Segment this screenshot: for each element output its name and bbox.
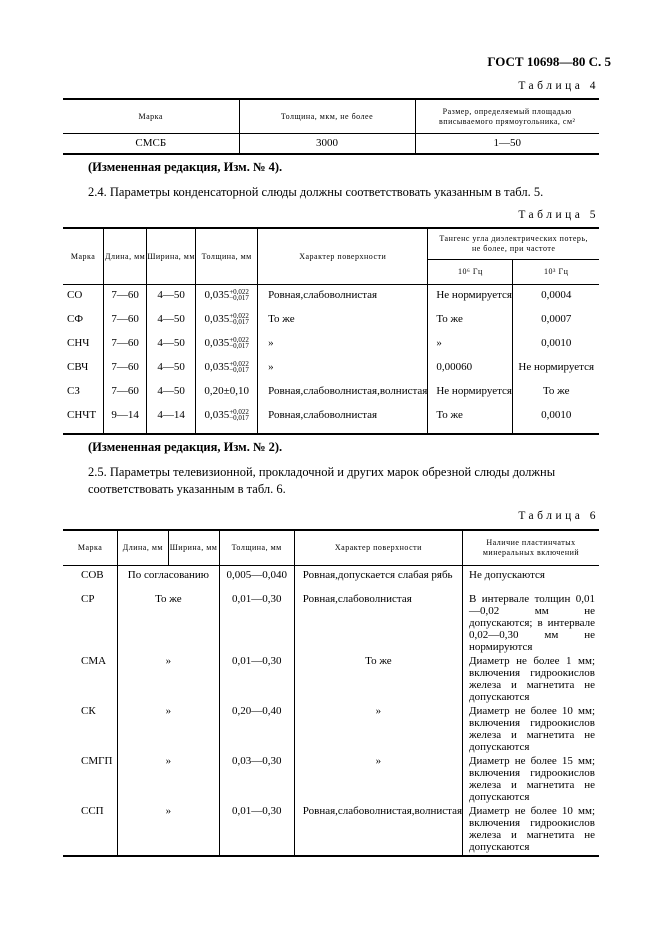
table5-col-width: Ширина, мм [146,228,195,285]
tolerance-label [229,313,249,325]
table5-row [63,285,599,314]
table6-cell-thickness [219,566,294,592]
table5-cell-length [104,361,147,385]
table5-cell-mark [63,409,104,434]
table6-caption: Таблица 6 [518,510,599,522]
table6-cell-surface-text: Ровная,допускается слабая рябь [302,569,453,581]
table5-row [63,409,599,434]
table6-cell-mark-text: СОВ [81,569,104,581]
table6-cell-surface [294,653,462,703]
table5-cell-length-text: 7—60 [111,289,139,301]
table5-cell-mark-text: СФ [67,313,84,325]
table6-cell-inclusions [463,653,599,703]
table6-cell-surface-text: Ровная,слабоволнистая [302,593,412,605]
table5-col-surface: Характер поверхности [258,228,428,285]
table5-cell-length-text: 7—60 [111,313,139,325]
table5-cell-surface-text: » [268,337,274,349]
table6-cell-thickness [219,753,294,803]
tolerance-lower: −0,017 [229,366,249,375]
table6-cell-size [118,591,219,653]
table6-cell-size-text: » [165,705,172,717]
table5-cell-freq-1-text: » [436,337,442,349]
table6-cell-surface-text: То же [365,655,392,667]
table6-cell-mark-text: СМГП [81,755,113,767]
table6-cell-mark [63,566,118,592]
table5-cell-mark [63,313,104,337]
table4-col-size: Размер, определяемый площадью вписываемого прямоугольника, см² [415,99,599,134]
table6-cell-size-text: » [165,805,172,817]
table5-cell-thickness [196,361,258,385]
table5-cell-surface [258,285,428,314]
table5-cell-thickness [196,313,258,337]
table5-cell-freq-2 [513,385,599,409]
tolerance-upper: +0,022 [229,360,249,369]
table5-cell-thickness-text: 0,035 [204,313,230,325]
table6-cell-inclusions [463,753,599,803]
paragraph-2-5: 2.5. Параметры телевизионной, прокладочной и других марок обрезной слюды должны соответствовать указанным в табл. 6. [88,465,556,496]
table6-cell-mark [63,591,118,653]
table4-caption: Таблица 4 [518,80,599,92]
table5-row [63,337,599,361]
table5-cell-thickness-text: 0,035 [204,409,230,421]
table5-cell-freq-1-text: Не нормируется [436,289,512,301]
table5-cell-freq-2-text: То же [542,385,570,397]
table6-cell-inclusions-text: В интервале толщин 0,01—0,02 мм не допускаются; в интервале 0,02—0,30 мм не нормируются [469,593,595,653]
table5-cell-freq-2-text: 0,0004 [541,289,572,301]
table5-cell-freq-2-text: 0,0007 [541,313,572,325]
table6-cell-inclusions-text: Диаметр не более 15 мм; включения гидроокислов железа и магнетита не допускаются [469,755,595,803]
table4-col-mark: Марка [63,99,239,134]
table5-cell-freq-2 [513,313,599,337]
table5-cell-mark-text: СО [67,289,83,301]
table5-cell-surface [258,409,428,434]
table6-cell-mark-text: СР [81,593,95,605]
table5-cell-mark-text: СНЧ [67,337,90,349]
table5-cell-freq-1 [428,361,513,385]
table5-cell-width-text: 4—50 [157,385,185,397]
table6-row [63,566,599,592]
table5-cell-mark [63,285,104,314]
table5-cell-freq-1-text: 0,00060 [436,361,473,373]
table4 [63,98,599,155]
table5-cell-freq-1 [428,409,513,434]
table6-col-length: Длина, мм [118,530,168,566]
table5-cell-width-text: 4—50 [157,361,185,373]
table6-cell-surface-text: » [375,705,382,717]
table6-row [63,703,599,753]
table6-cell-size-text: » [165,655,172,667]
table5-cell-freq-2 [513,337,599,361]
table6-cell-surface-text: Ровная,слабоволнистая,волнистая [302,805,463,817]
page-header: ГОСТ 10698—80 С. 5 [487,54,611,69]
table5-cell-width-text: 4—50 [157,313,185,325]
tolerance-label [229,337,249,349]
table5-cell-width [146,313,195,337]
tolerance-upper: +0,022 [229,336,249,345]
tolerance-label [229,409,249,421]
table6-cell-size-text: » [165,755,172,767]
table5-cell-length-text: 7—60 [111,337,139,349]
table5-col-mark: Марка [63,228,104,285]
table6-col-surface: Характер поверхности [294,530,462,566]
table5-cell-surface-text: Ровная,слабоволнистая [268,289,378,301]
table5-col-length: Длина, мм [104,228,147,285]
table6-cell-inclusions-text: Диаметр не более 1 мм; включения гидроокислов железа и магнетита не допускаются [469,655,595,703]
table5-cell-surface [258,337,428,361]
table5-cell-freq-1 [428,313,513,337]
table5-cell-thickness [196,409,258,434]
table5-col-thickness: Толщина, мм [196,228,258,285]
tolerance-upper: +0,022 [229,288,249,297]
table5-cell-mark-text: СЗ [67,385,80,397]
table6-cell-thickness [219,703,294,753]
table6-cell-inclusions [463,566,599,592]
table5-cell-surface [258,385,428,409]
table6-cell-size [118,653,219,703]
table6-row [63,753,599,803]
table5-cell-length [104,409,147,434]
tolerance-upper: +0,022 [229,408,249,417]
table6-col-mark: Марка [63,530,118,566]
table5-cell-length [104,313,147,337]
table6-col-width: Ширина, мм [168,530,219,566]
table6-cell-surface [294,803,462,856]
table5-cell-freq-1-text: То же [436,313,463,325]
table5-cell-width-text: 4—14 [157,409,185,421]
table6-cell-mark-text: СМА [81,655,107,667]
table5-cell-thickness [196,337,258,361]
table6-cell-mark-text: ССП [81,805,104,817]
table6-cell-size [118,803,219,856]
table6-cell-surface [294,591,462,653]
table5-col-freq-1: 10⁶ Гц [428,260,513,285]
table5-cell-width [146,361,195,385]
table6-cell-surface [294,566,462,592]
table6-cell-size [118,753,219,803]
table5-cell-length-text: 7—60 [111,361,139,373]
table5-col-freq-2: 10³ Гц [513,260,599,285]
table6-cell-mark [63,703,118,753]
table6-cell-surface [294,703,462,753]
table5-cell-length [104,337,147,361]
table5-cell-mark [63,385,104,409]
table6-cell-size [118,566,219,592]
table5-cell-freq-2 [513,285,599,314]
table6-cell-mark [63,753,118,803]
table5-cell-freq-1 [428,385,513,409]
tolerance-lower: −0,017 [229,318,249,327]
table5-cell-freq-1 [428,285,513,314]
table6-cell-inclusions [463,803,599,856]
table6-cell-thickness [219,803,294,856]
table6-cell-thickness-text: 0,01—0,30 [231,655,282,667]
table6-cell-thickness-text: 0,01—0,30 [231,593,282,605]
table4-cell-thickness: 3000 [239,134,415,155]
table5-row [63,313,599,337]
table5-col-tangent: Тангенс угла диэлектрических потерь, не более, при частоте [428,228,599,260]
table6-cell-mark-text: СК [81,705,96,717]
table5-cell-mark [63,337,104,361]
table5-row [63,385,599,409]
table6-cell-thickness-text: 0,01—0,30 [231,805,282,817]
tolerance-lower: −0,017 [229,294,249,303]
table5-cell-width [146,285,195,314]
table5-cell-mark-text: СНЧТ [67,409,97,421]
table5-cell-freq-1 [428,337,513,361]
table5-cell-length [104,385,147,409]
table5-cell-thickness [196,385,258,409]
table5-cell-freq-1-text: То же [436,409,463,421]
table5-cell-mark-text: СВЧ [67,361,89,373]
table6-cell-thickness-text: 0,20—0,40 [231,705,282,717]
tolerance-upper: +0,022 [229,312,249,321]
table5-cell-width-text: 4—50 [157,289,185,301]
table5-cell-surface [258,361,428,385]
table4-cell-size: 1—50 [415,134,599,155]
table5-cell-width-text: 4—50 [157,337,185,349]
tolerance-label [229,361,249,373]
table5-cell-freq-2-text: 0,0010 [541,409,572,421]
paragraph-2-4: 2.4. Параметры конденсаторной слюды должны соответствовать указанным в табл. 5. [88,185,544,199]
table5-cell-surface-text: То же [268,313,295,325]
table5-caption: Таблица 5 [518,209,599,221]
table5-cell-surface-text: Ровная,слабоволнистая [268,409,378,421]
table5-cell-length-text: 7—60 [111,385,139,397]
table5-cell-width [146,409,195,434]
table6-cell-thickness [219,653,294,703]
table5-cell-length [104,285,147,314]
tolerance-label [229,289,249,301]
table5-cell-freq-1-text: Не нормируется [436,385,512,397]
table6-cell-inclusions [463,703,599,753]
table6-cell-size-text: По согласованию [127,569,210,581]
tolerance-lower: −0,017 [229,342,249,351]
table6-cell-size-text: То же [155,593,182,605]
table5-cell-freq-2-text: Не нормируется [518,361,595,373]
table5-cell-freq-2 [513,409,599,434]
table6-row [63,653,599,703]
table6-cell-inclusions [463,591,599,653]
table6-cell-thickness-text: 0,03—0,30 [231,755,282,767]
table6-cell-surface-text: » [375,755,382,767]
amendment-note-1: (Измененная редакция, Изм. № 4). [88,160,283,174]
table6-cell-mark [63,653,118,703]
table6-cell-surface [294,753,462,803]
table5-cell-freq-2-text: 0,0010 [541,337,572,349]
table5-cell-freq-2 [513,361,599,385]
table6 [63,529,599,857]
table5-cell-thickness [196,285,258,314]
table6-row [63,803,599,856]
table6-cell-inclusions-text: Диаметр не более 10 мм; включения гидроокислов железа и магнетита не допускаются [469,705,595,753]
table5-row [63,361,599,385]
table5-cell-surface [258,313,428,337]
table5-cell-thickness-text: 0,035 [204,337,230,349]
table5-cell-thickness-text: 0,035 [204,361,230,373]
table5-cell-mark [63,361,104,385]
table5 [63,227,599,435]
table5-body [63,285,599,435]
table6-col-thickness: Толщина, мм [219,530,294,566]
table4-col-thickness: Толщина, мкм, не более [239,99,415,134]
amendment-note-2: (Измененная редакция, Изм. № 2). [88,440,283,454]
table4-cell-mark: СМСБ [135,137,167,149]
table6-col-inclusions: Наличие пластинчатых минеральных включений [463,530,599,566]
tolerance-lower: −0,017 [229,414,249,423]
table5-cell-length-text: 9—14 [111,409,139,421]
table6-cell-thickness [219,591,294,653]
table6-cell-thickness-text: 0,005—0,040 [226,569,287,581]
table6-cell-inclusions-text: Не допускаются [469,569,545,581]
table5-cell-width [146,337,195,361]
table5-cell-surface-text: Ровная,слабоволнистая,волнистая [268,385,428,397]
table5-cell-surface-text: » [268,361,274,373]
table6-cell-mark [63,803,118,856]
table5-cell-thickness-text: 0,20±0,10 [204,385,249,397]
table5-cell-width [146,385,195,409]
table6-cell-inclusions-text: Диаметр не более 10 мм; включения гидроокислов железа и магнетита не допускаются [469,805,595,853]
table6-body [63,566,599,857]
table6-row [63,591,599,653]
table5-cell-thickness-text: 0,035 [204,289,230,301]
table6-cell-size [118,703,219,753]
